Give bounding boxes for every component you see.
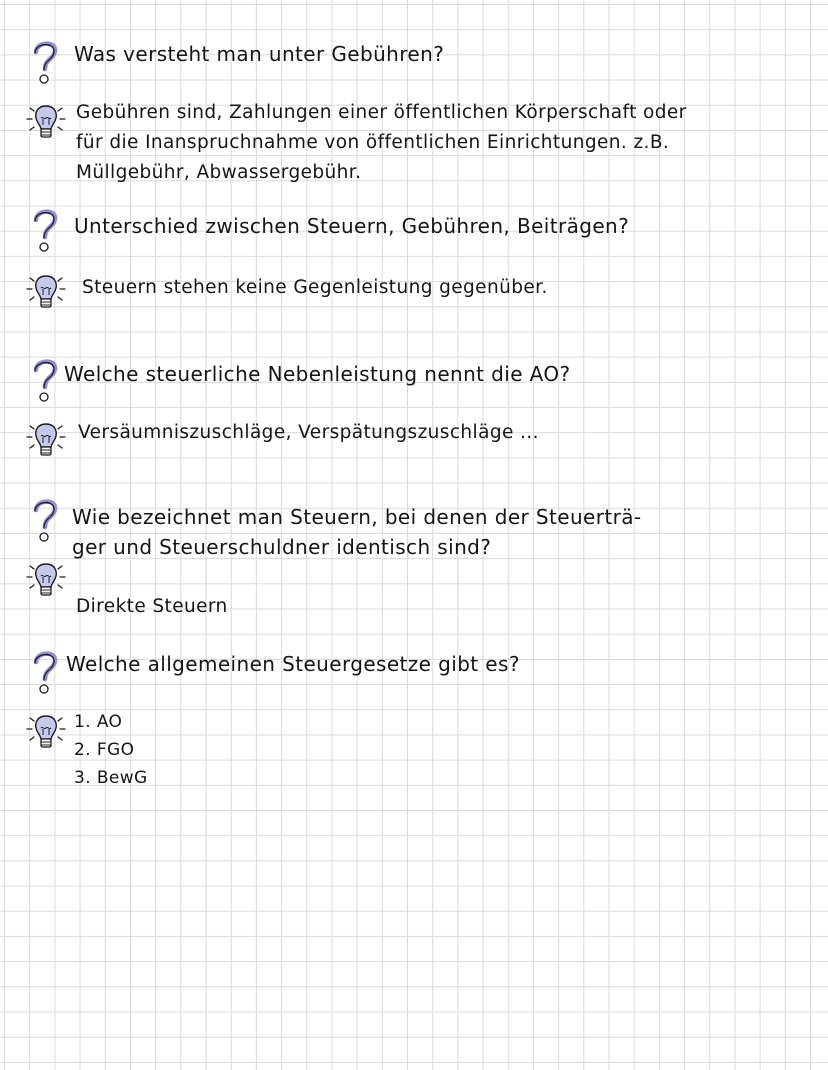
list-item: 1. AO xyxy=(74,712,123,732)
lightbulb-icon xyxy=(24,418,68,462)
answer-text: Versäumniszuschläge, Verspätungszuschläge ... xyxy=(78,422,539,443)
question-text: ger und Steuerschuldner identisch sind? xyxy=(72,535,492,559)
question-mark-icon xyxy=(30,206,60,254)
lightbulb-icon xyxy=(24,270,68,314)
question-mark-icon xyxy=(30,648,60,696)
question-text: Was versteht man unter Gebühren? xyxy=(74,42,445,66)
answer-text: Steuern stehen keine Gegenleistung gegenüber. xyxy=(82,277,548,298)
list-item: 2. FGO xyxy=(74,740,135,760)
answer-text: Müllgebühr, Abwassergebühr. xyxy=(76,162,362,183)
lightbulb-icon xyxy=(24,710,68,754)
list-item: 3. BewG xyxy=(74,768,148,788)
lightbulb-icon xyxy=(24,100,68,144)
answer-text: Direkte Steuern xyxy=(76,596,228,617)
question-mark-icon xyxy=(30,356,60,404)
question-mark-icon xyxy=(30,38,60,86)
answer-text: Gebühren sind, Zahlungen einer öffentlichen Körperschaft oder xyxy=(76,102,687,123)
question-text: Welche allgemeinen Steuergesetze gibt es? xyxy=(66,652,520,676)
question-mark-icon xyxy=(30,496,60,544)
lightbulb-icon xyxy=(24,558,68,602)
question-text: Welche steuerliche Nebenleistung nennt die AO? xyxy=(64,362,571,386)
question-text: Wie bezeichnet man Steuern, bei denen der Steuerträ- xyxy=(72,505,642,529)
answer-text: für die Inanspruchnahme von öffentlichen Einrichtungen. z.B. xyxy=(76,132,670,153)
question-text: Unterschied zwischen Steuern, Gebühren, Beiträgen? xyxy=(74,214,630,238)
